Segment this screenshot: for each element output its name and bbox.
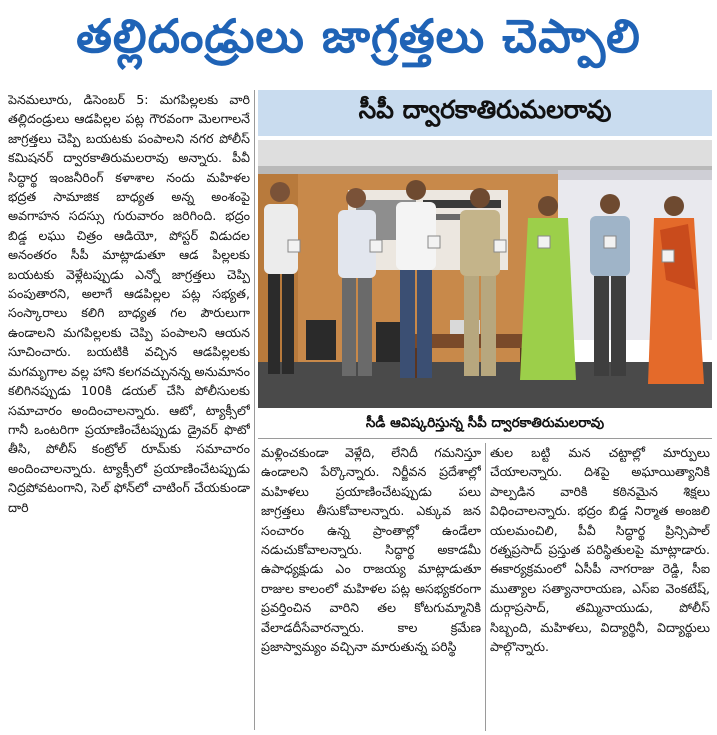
article-text-middle: మళ్లించకుండా వెళ్లేది, లేనిదీ గమనిస్తూ ఉండాలని పేర్కొన్నారు. నిర్జీవన ప్రదేశాల్లో మహిళలు ప్రయాణించేటప్పుడు పలు జాగ్రత్తలు తీసుకోవాలన్నారు. ఎక్కువ జన సంచారం ఉన్న ప్రాంతాల్లో ఉండేలా నడుచుకోవాలన్నారు. సిద్ధార్థ అకాడమీ ఉపాధ్యక్షుడు ఎం రాజయ్య మాట్లాడుతూ రాజుల కాలంలో మహిళల పట్ల అసభ్యకరంగా ప్రవర్తించిన వారిని తల కోటగుమ్మానికి వేలాడదీసేవారన్నారు. కాల క్రమేణ ప్రజాస్వామ్యం వచ్చినా మారుతున్న పరిస్థి: [261, 445, 481, 655]
article-text-left: పెనమలూరు, డిసెంబర్ 5: మగపిల్లలకు వారి తల్లిదండ్రులు ఆడపిల్లల పట్ల గౌరవంగా మెలగాలనే జాగ్రత్తలు చెప్పి బయటకు పంపాలని నగర పోలీస్ కమిషనర్ ద్వారకాతిరుమలరావు అన్నారు. పీవీ సిద్ధార్థ ఇంజనీరింగ్ కళాశాల నందు మహిళల భద్రత సామాజిక బాధ్యత అన్న అంశంపై అవగాహన సదస్సు గురువారం జరిగింది. భద్రం బిడ్డ లఘు చిత్రం ఆడియో, పోస్టర్ విడుదల అనంతరం సీపీ మాట్లాడుతూ ఆడ పిల్లలకు బయటకు వెళ్లేటప్పుడు ఎన్నో జాగ్రత్తలు చెప్పి పంపుతారని, అలాగే ఆడపిల్లల పట్ల సభ్యత, సంస్కారాలు కలిగి బాధ్యత గల పౌరులుగా ఉండాలని మగపిల్లలకు చెప్పి పంపాలని ఆయన సూచించారు. బయటికి వచ్చిన ఆడపిల్లలకు మగమృగాల వల్ల హాని కలగవచ్చునన్న అనుమానం కలిగినప్పుడు 100కి డయల్ చేసి పోలీసులకు సమాచారం అందించాలన్నారు. ఆటో, ట్యాక్సీలో గానీ ఒంటరిగా ప్రయాణించేటప్పుడు డ్రైవర్ ఫొటో తీసి, పోలీస్ కంట్రోల్ రూమ్‌కు సమాచారం అందించాలన్నారు. ట్యాక్సీలో ప్రయాణించేటప్పుడు నిద్రపోవటంగాని, సెల్ ఫోన్‌లో చాటింగ్ చేయకుండా దారి: [8, 92, 250, 515]
article-column-left: [8, 90, 250, 730]
article-text-right: తుల బట్టి మన చట్టాల్లో మార్పులు చేయాలన్నారు. దిశపై అఘాయిత్యానికి పాల్పడిన వారికి కఠినమైన శిక్షలు విధించాలన్నారు. భద్రం బిడ్డ నిర్మాత అంజలి యలమంచిలి, పీవీ సిద్ధార్థ ప్రిన్సిపాల్ రత్నప్రసాద్ ప్రస్తుత పరిస్థితులపై మాట్లాడారు. ఈకార్యక్రమంలో ఏసీపీ నాగరాజు రెడ్డి, సీఐ ముత్యాల సత్యానారాయణ, ఎస్ఐ వెంకటేష్, దుర్గాప్రసాద్, తమ్మినాయుడు, పోలీస్ సిబ్బంది, మహిళలు, విద్యార్థినీ, విద్యార్థులు పాల్గొన్నారు.: [490, 445, 710, 655]
column-divider: [254, 90, 255, 730]
headline: తల్లిదండ్రులు జాగ్రత్తలు చెప్పాలి: [76, 9, 641, 63]
article-column-right: [490, 443, 710, 731]
photo-caption: సీడీ ఆవిష్కరిస్తున్న సీపీ ద్వారకాతిరుమలరావు: [258, 410, 712, 439]
photo-header: సీపీ ద్వారకాతిరుమలరావు: [258, 90, 712, 136]
column-divider: [485, 443, 486, 731]
event-photo: [258, 140, 712, 408]
article-column-middle: [261, 443, 481, 731]
